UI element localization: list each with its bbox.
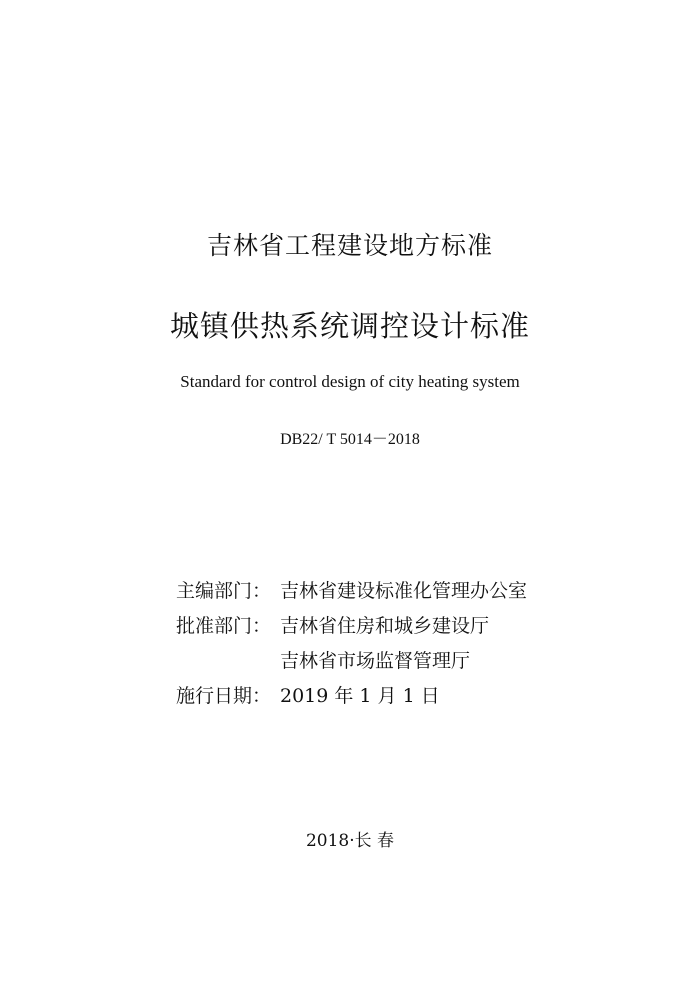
date-value: 2019 年 1 月 1 日 [280, 685, 440, 707]
date-label: 施行日期： [176, 685, 272, 707]
document-title: 城镇供热系统调控设计标准 [169, 309, 530, 343]
standard-series-heading: 吉林省工程建设地方标准 [206, 231, 493, 260]
editor-row [176, 574, 527, 609]
publication-place-year: 2018·长 春 [305, 831, 395, 851]
standard-code: DB22/ T 5014－2018 [280, 431, 420, 448]
editor-value: 吉林省建设标准化管理办公室 [280, 580, 528, 602]
approver-value-2: 吉林省市场监督管理厅 [280, 650, 471, 672]
date-row [176, 679, 527, 714]
approver-row-2 [176, 644, 527, 679]
english-title: Standard for control design of city heating system [180, 372, 520, 391]
approver-label: 批准部门： [176, 615, 272, 637]
editor-label: 主编部门： [176, 580, 272, 602]
publication-info-block [176, 574, 527, 714]
approver-label-spacer [176, 644, 280, 679]
approver-row [176, 609, 527, 644]
approver-value-1: 吉林省住房和城乡建设厅 [280, 615, 490, 637]
